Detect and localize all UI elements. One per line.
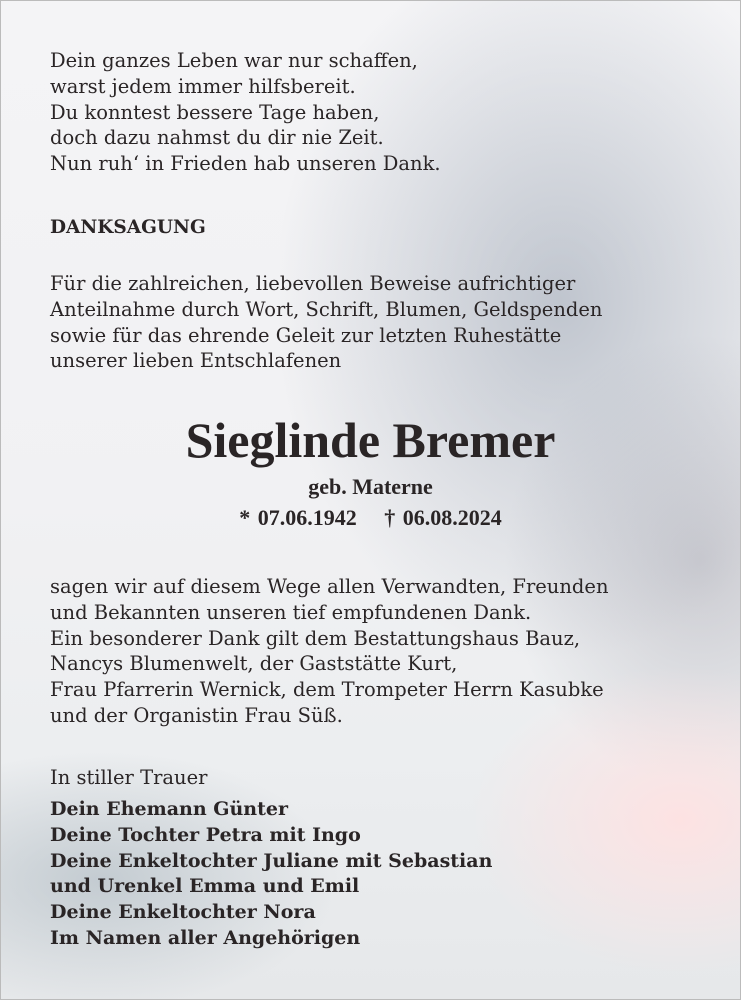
death-date: † 06.08.2024 xyxy=(384,505,502,530)
thanks-line: Frau Pfarrerin Wernick, dem Trompeter Herrn Kasubke xyxy=(50,678,604,702)
maiden-name: geb. Materne xyxy=(308,474,433,499)
birth-date: * 07.06.1942 xyxy=(239,505,357,530)
poem-line: Dein ganzes Leben war nur schaffen, xyxy=(50,49,418,72)
life-dates xyxy=(0,505,741,531)
mourner: Dein Ehemann Günter xyxy=(50,798,288,820)
intro-line: unserer lieben Entschlafenen xyxy=(50,349,342,373)
mourner: Deine Tochter Petra mit Ingo xyxy=(50,823,361,846)
poem-line: Du konntest bessere Tage haben, xyxy=(50,100,380,124)
mourner: Im Namen aller Angehörigen xyxy=(50,926,361,949)
poem-line: doch dazu nahmst du dir nie Zeit. xyxy=(50,126,384,150)
thanks-text xyxy=(50,574,609,729)
thanks-line: und der Organistin Frau Süß. xyxy=(50,703,343,727)
thanks-line: Nancys Blumenwelt, der Gaststätte Kurt, xyxy=(50,652,458,676)
intro-line: Für die zahlreichen, liebevollen Beweise aufrichtiger xyxy=(50,272,576,295)
mourner: Deine Enkeltochter Nora xyxy=(50,901,316,924)
mourner: und Urenkel Emma und Emil xyxy=(50,875,360,898)
mourners xyxy=(50,797,492,952)
intro-line: Anteilnahme durch Wort, Schrift, Blumen, Geldspenden xyxy=(50,297,603,321)
heading: DANKSAGUNG xyxy=(50,217,206,238)
thanks-line: und Bekannten unseren tief empfundenen Dank. xyxy=(50,600,532,624)
thanks-line: Ein besonderer Dank gilt dem Bestattungshaus Bauz, xyxy=(50,626,581,650)
intro-text xyxy=(50,271,602,374)
poem-line: warst jedem immer hilfsbereit. xyxy=(50,74,356,98)
intro-line: sowie für das ehrende Geleit zur letzten Ruhestätte xyxy=(50,323,562,347)
mourning-label: In stiller Trauer xyxy=(50,766,208,789)
poem-line: Nun ruh‘ in Frieden hab unseren Dank. xyxy=(50,152,441,176)
poem xyxy=(50,48,441,177)
thanks-line: sagen wir auf diesem Wege allen Verwandten, Freunden xyxy=(50,575,609,598)
mourner: Deine Enkeltochter Juliane mit Sebastian xyxy=(50,849,493,872)
deceased-name: Sieglinde Bremer xyxy=(185,412,556,468)
